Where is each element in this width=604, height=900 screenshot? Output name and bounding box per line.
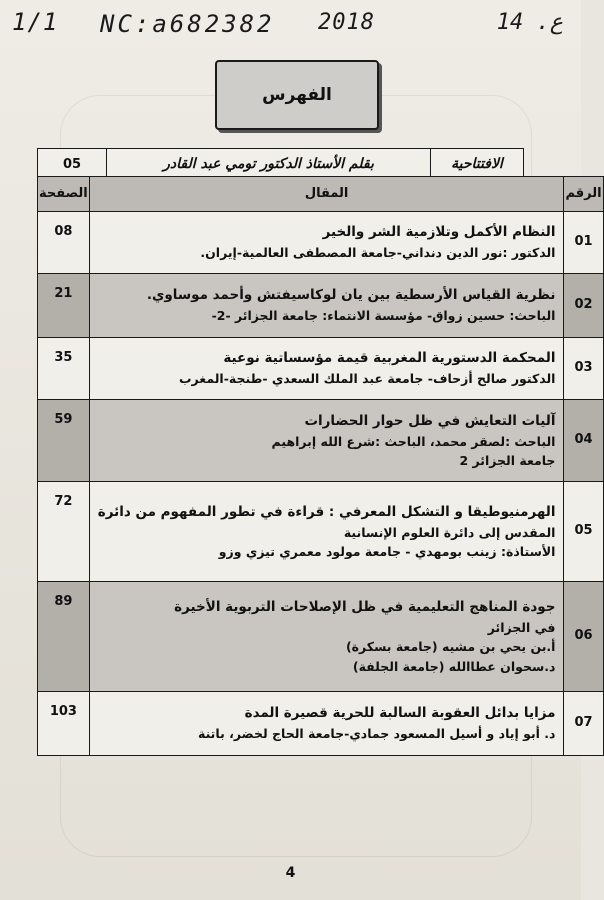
entry-number: 05 [564,482,603,582]
entry-number: 02 [564,274,603,338]
handwritten-fraction: 1/1 [12,8,59,36]
entry-page: 103 [38,692,90,756]
entry-detail-line: الباحث: حسين زواق- مؤسسة الانتماء: جامعة الجزائر -2- [211,308,556,324]
entry-page: 08 [38,212,90,274]
table-row[interactable] [38,212,604,274]
entry-page: 59 [38,400,90,482]
page-title: الفهرس [215,60,379,130]
opening-label: الافتتاحية [431,149,524,182]
entry-detail-line: في الجزائر [487,619,556,635]
entry-detail-line: الباحث :لصقر محمد، الباحث :شرع الله إبراهيم [271,433,556,449]
page-number: 4 [285,865,296,881]
entry-title: الهرمنيوطيقا و التشكل المعرفي : قراءة في تطور المفهوم من دائرة [97,503,556,520]
table-row[interactable] [38,582,604,692]
entry-number: 06 [564,582,603,692]
handwritten-year: 2018 [318,10,375,35]
opening-page: 05 [38,149,107,182]
entry-detail-line: الدكتور :نور الدين دنداني-جامعة المصطفى العالمية-إيران. [200,245,556,261]
articles-table [37,176,604,756]
entry-page: 72 [38,482,90,582]
entry-title: مزايا بدائل العقوبة السالبة للحرية قصيرة المدة [244,705,556,722]
entry-article [89,482,564,582]
entry-article [89,692,564,756]
table-row[interactable] [38,482,604,582]
entry-detail-line: د.سحوان عطاالله (جامعة الجلفة) [352,658,556,674]
handwritten-issue: ع. 14 [496,10,563,35]
entry-article [89,400,564,482]
entry-title: المحكمة الدستورية المغربية قيمة مؤسساتية نوعية [223,350,556,367]
table-row[interactable] [38,338,604,400]
table-row[interactable] [38,274,604,338]
table-row[interactable] [38,692,604,756]
entry-detail-line: أ.بن يحي بن مشيه (جامعة بسكرة) [345,639,556,655]
entry-title: النظام الأكمل وتلازمية الشر والخير [322,224,556,241]
entry-page: 21 [38,274,90,338]
entry-number: 01 [564,212,603,274]
entry-title: جودة المناهج التعليمية في ظل الإصلاحات التربوية الأخيرة [174,598,556,615]
entry-article [89,338,564,400]
entry-detail-line: الأستاذة: زينب بومهدي - جامعة مولود معمري تيزي وزو [218,543,556,559]
entry-number: 03 [564,338,603,400]
table-row[interactable] [38,400,604,482]
entry-article [89,212,564,274]
entry-title: نظرية القياس الأرسطية بين يان لوكاسيفتش وأحمد موساوي. [146,287,556,304]
opening-author: بقلم الأستاذ الدكتور تومي عبد القادر [107,149,431,182]
entry-page: 35 [38,338,90,400]
entry-number: 07 [564,692,603,756]
handwritten-code: NC:a682382 [100,10,275,38]
entry-article [89,274,564,338]
entry-detail-line: المقدس إلى دائرة العلوم الإنسانية [343,524,556,540]
entry-article [89,582,564,692]
header-number: الرقم [564,177,603,212]
entry-title: آليات التعايش في ظل حوار الحضارات [304,412,556,429]
entry-page: 89 [38,582,90,692]
entry-detail-line: جامعة الجزائر 2 [459,452,556,468]
header-article: المقال [89,177,564,212]
table-header [38,177,604,212]
entry-detail-line: الدكتور صالح أزحاف- جامعة عبد الملك السعدي -طنجة-المغرب [178,371,556,387]
entry-detail-line: د. أبو إياد و أسيل المسعود جمادي-جامعة الحاج لخضر، باتنة [198,726,556,742]
entry-number: 04 [564,400,603,482]
header-page: الصفحة [38,177,90,212]
